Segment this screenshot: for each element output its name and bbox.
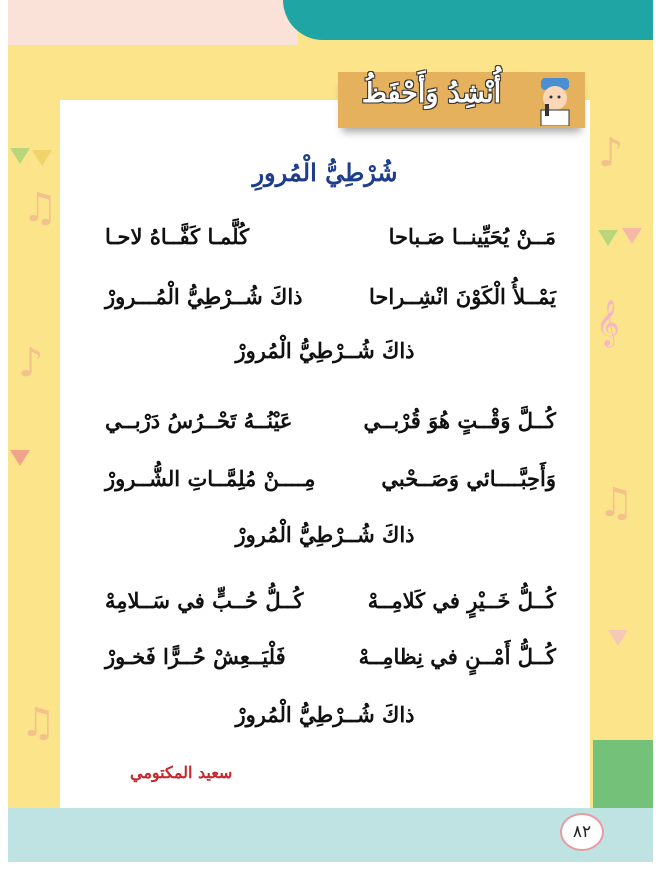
decor-green-band xyxy=(593,740,653,810)
verse-right: وَأَحِبَّــــائي وَصَــحْبي xyxy=(381,466,556,491)
verse-right: كُــلُّ خَــيْرٍ في كَلامِــهْ xyxy=(367,588,556,613)
verse-right: يَمْــلأُ الْكَوْنَ انْشِــراحا xyxy=(368,284,556,309)
decor-flag xyxy=(10,450,30,466)
verse-left: عَيْنُــهُ تَحْــرُسُ دَرْبــي xyxy=(105,408,293,433)
poem-author: سعيد المكتومي xyxy=(130,763,233,782)
decor-teal-band xyxy=(283,0,653,40)
music-note-icon: ♫ xyxy=(20,700,56,746)
verse-left: فَلْيَــعِشْ حُــرًّا فَخـورْ xyxy=(105,644,286,669)
verse-right: مَــنْ يُحَيِّينــا صَـباحا xyxy=(388,224,556,249)
refrain: ذاكَ شُــرْطِيُّ الْمُرورْ xyxy=(235,522,415,547)
decor-flag xyxy=(608,630,628,646)
music-note-icon: ♫ xyxy=(598,480,634,526)
section-header xyxy=(338,72,585,128)
music-note-icon: ♫ xyxy=(22,185,58,231)
decor-flag xyxy=(598,230,618,246)
decor-flag xyxy=(10,148,30,164)
section-title: أُنْشِدُ وَأَحْفَظُ xyxy=(361,78,502,109)
verse-left: ذاكَ شُــرْطِيُّ الْمُـــرورْ xyxy=(105,284,303,309)
page-number: ٨٢ xyxy=(560,813,604,851)
verse-right: كُــلَّ وَقْــتٍ هُوَ قُرْبــي xyxy=(363,408,556,433)
music-note-icon: ♪ xyxy=(598,130,624,176)
verse-left: كُــلُّ حُــبٍّ في سَــلامِهْ xyxy=(105,588,304,613)
refrain: ذاكَ شُــرْطِيُّ الْمُرورْ xyxy=(235,338,415,363)
refrain: ذاكَ شُــرْطِيُّ الْمُرورْ xyxy=(235,702,415,727)
decor-flag xyxy=(32,150,52,166)
music-note-icon: ♪ xyxy=(18,340,44,386)
treble-clef-icon: 𝄞 xyxy=(596,300,620,346)
verse-left: كُلَّمـا كَفَّــاهُ لاحـا xyxy=(105,224,250,249)
verse-left: مِــــنْ مُلِمَّــاتِ الشُّــرورْ xyxy=(105,466,316,491)
singing-boy-icon xyxy=(533,76,577,126)
decor-letters-band xyxy=(8,808,653,862)
verse-right: كُــلُّ أَمْــنٍ في نِظامِــهْ xyxy=(358,644,556,669)
decor-flag xyxy=(622,228,642,244)
poem-title: شُرْطِيُّ الْمُرورِ xyxy=(252,158,398,187)
